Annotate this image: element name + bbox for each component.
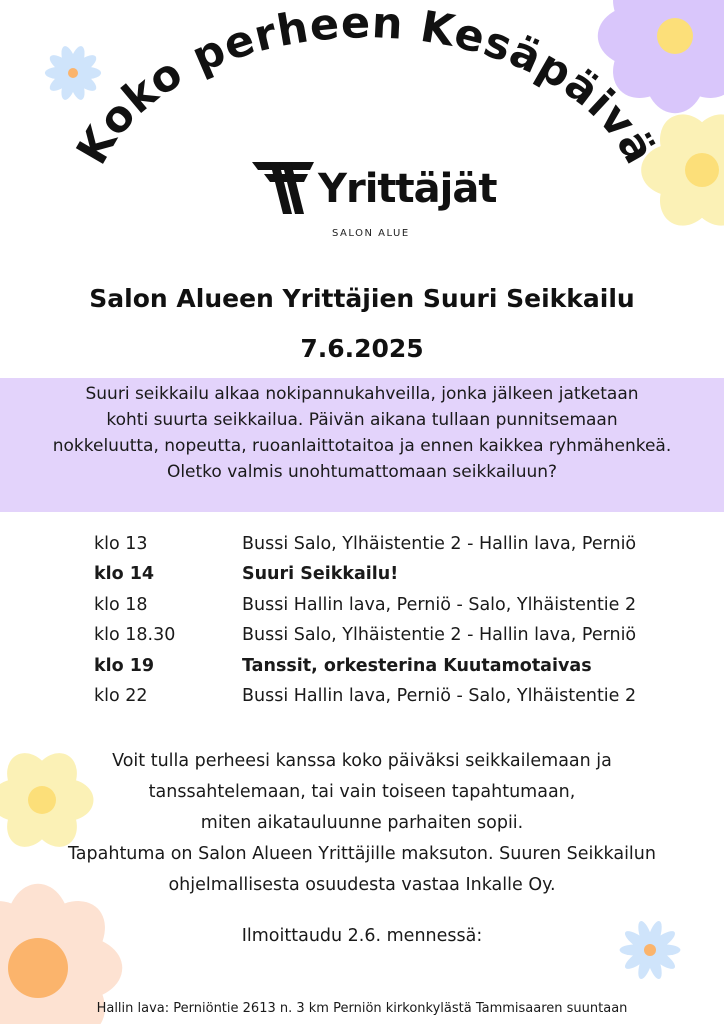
- schedule-row: [94, 590, 714, 620]
- closing-line: Voit tulla perheesi kanssa koko päiväksi seikkailemaan ja: [112, 751, 612, 771]
- svg-text:Koko perheen Kesäpäivä: [67, 0, 665, 173]
- intro-line: Oletko valmis unohtumattomaan seikkailuun?: [166, 462, 558, 482]
- schedule-row: [94, 651, 714, 681]
- intro-line: Suuri seikkailu alkaa nokipannukahveilla, jonka jälkeen jatketaan: [85, 384, 639, 404]
- schedule-time: klo 14: [94, 564, 155, 585]
- schedule-description: Bussi Hallin lava, Perniö - Salo, Ylhäistentie 2: [242, 685, 637, 706]
- logo-mark-icon: [252, 162, 314, 214]
- logo-subtitle: SALON ALUE: [332, 228, 410, 239]
- closing-text: [0, 746, 724, 901]
- venue-text: Hallin lava: Perniöntie 2613 n. 3 km Perniön kirkonkylästä Tammisaaren suuntaan: [96, 1001, 628, 1016]
- schedule-description: Bussi Hallin lava, Perniö - Salo, Ylhäistentie 2: [242, 594, 637, 615]
- closing-line: ohjelmallisesta osuudesta vastaa Inkalle Oy.: [168, 875, 556, 895]
- intro-line: nokkeluutta, nopeutta, ruoanlaittotaitoa ja ennen kaikkea ryhmähenkeä.: [52, 436, 672, 456]
- schedule-time: klo 22: [94, 685, 148, 706]
- closing-line: Tapahtuma on Salon Alueen Yrittäjille maksuton. Suuren Seikkailun: [68, 844, 656, 864]
- schedule-row: [94, 529, 714, 559]
- schedule-description: Suuri Seikkailu!: [242, 564, 399, 585]
- event-title: Salon Alueen Yrittäjien Suuri Seikkailu: [89, 284, 635, 313]
- schedule: [94, 529, 714, 711]
- schedule-description: Bussi Salo, Ylhäistentie 2 - Hallin lava, Perniö: [242, 625, 637, 646]
- schedule-row: [94, 620, 714, 650]
- schedule-time: klo 19: [94, 655, 155, 676]
- intro-line: kohti suurta seikkailua. Päivän aikana tullaan punnitsemaan: [106, 410, 618, 430]
- yrittajat-logo: [252, 160, 497, 246]
- closing-line: miten aikatauluunne parhaiten sopii.: [200, 813, 524, 833]
- closing-line: tanssahtelemaan, tai vain toiseen tapahtumaan,: [148, 782, 576, 802]
- schedule-time: klo 13: [94, 534, 148, 554]
- schedule-row: [94, 559, 714, 589]
- registration-text: Ilmoittaudu 2.6. mennessä:: [241, 926, 483, 946]
- schedule-row: [94, 681, 714, 711]
- schedule-description: Tanssit, orkesterina Kuutamotaivas: [242, 655, 592, 676]
- arc-title-text: Koko perheen Kesäpäivä: [67, 0, 665, 173]
- intro-text: [0, 381, 724, 485]
- schedule-description: Bussi Salo, Ylhäistentie 2 - Hallin lava, Perniö: [242, 534, 637, 554]
- event-date: 7.6.2025: [300, 334, 424, 363]
- schedule-time: klo 18.30: [94, 625, 176, 646]
- logo-name: Yrittäjät: [318, 166, 497, 212]
- schedule-time: klo 18: [94, 594, 148, 615]
